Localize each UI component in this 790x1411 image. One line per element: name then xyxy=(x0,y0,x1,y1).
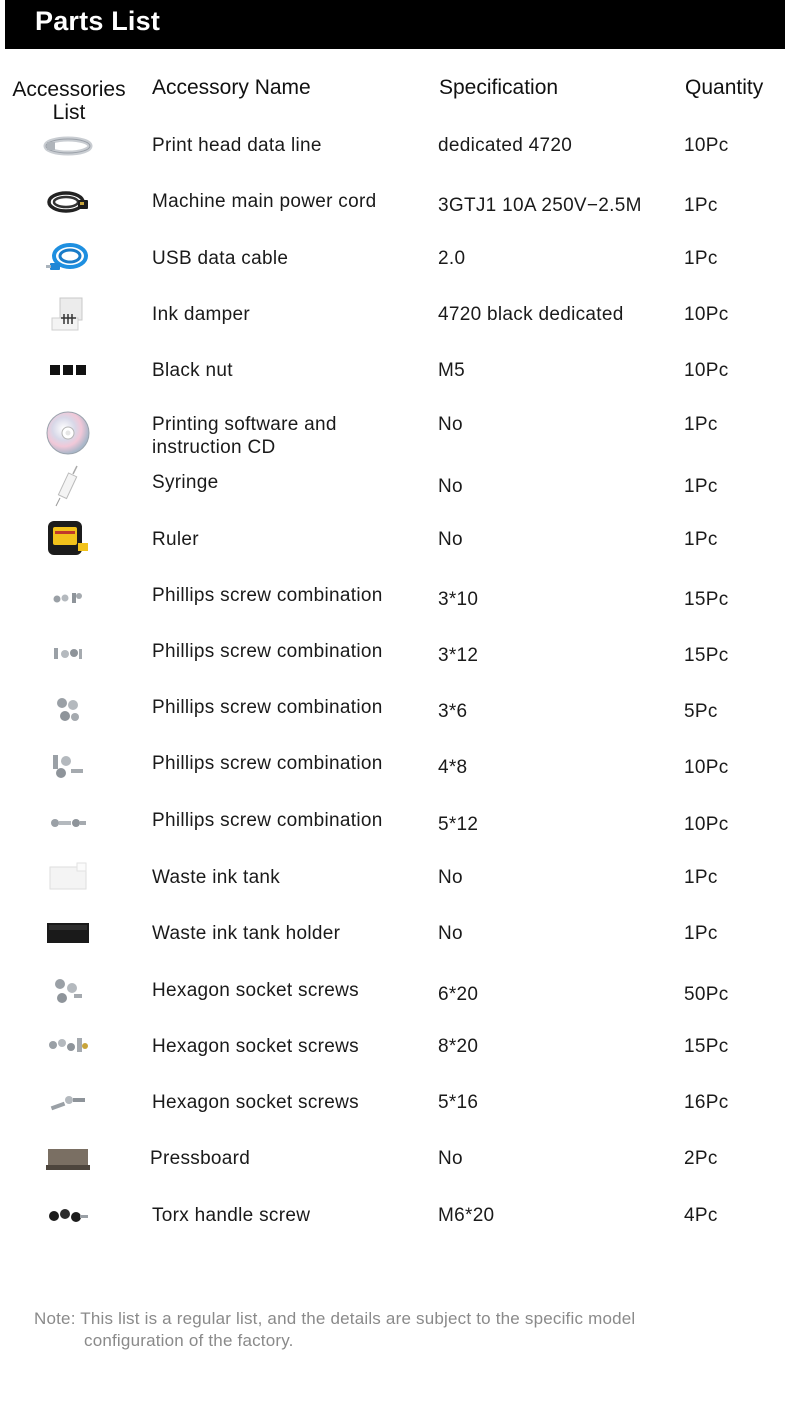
quantity: 15Pc xyxy=(684,1036,729,1057)
specification: No xyxy=(438,414,463,435)
specification: 2.0 xyxy=(438,248,466,269)
specification: 5*16 xyxy=(438,1092,479,1113)
quantity: 10Pc xyxy=(684,135,729,156)
hex-screw-icon xyxy=(38,963,98,1019)
table-row xyxy=(0,963,790,1019)
specification: 3*12 xyxy=(438,645,479,666)
table-row xyxy=(0,1188,790,1244)
hex-screw-icon xyxy=(38,1019,98,1075)
screw-set-icon xyxy=(38,738,98,794)
specification: 3*10 xyxy=(438,589,479,610)
accessory-name: USB data cable xyxy=(152,248,289,269)
accessory-name: Black nut xyxy=(152,360,233,381)
accessory-name: Phillips screw combination xyxy=(152,641,383,662)
specification: dedicated 4720 xyxy=(438,135,573,156)
accessory-name: Hexagon socket screws xyxy=(152,980,359,1001)
usb-cable-icon xyxy=(38,230,98,286)
accessory-name: Ink damper xyxy=(152,304,251,325)
quantity: 1Pc xyxy=(684,529,718,550)
column-header-specification: Specification xyxy=(439,76,559,99)
table-row xyxy=(0,626,790,682)
accessory-name: Machine main power cord xyxy=(152,191,377,212)
table-row xyxy=(0,118,790,174)
quantity: 10Pc xyxy=(684,360,729,381)
table-row xyxy=(0,398,790,458)
ink-damper-icon xyxy=(38,286,98,342)
footnote xyxy=(34,1308,754,1352)
footnote-line: Note: This list is a regular list, and the details are subject to the specific model xyxy=(34,1309,636,1328)
hex-screw-icon xyxy=(38,1075,98,1131)
specification: No xyxy=(438,1148,463,1169)
specification: 4*8 xyxy=(438,757,468,778)
column-header-accessory-name: Accessory Name xyxy=(152,76,311,99)
quantity: 16Pc xyxy=(684,1092,729,1113)
table-row xyxy=(0,511,790,567)
power-cord-icon xyxy=(38,174,98,230)
quantity: 1Pc xyxy=(684,476,718,497)
table-row xyxy=(0,738,790,794)
table-row xyxy=(0,458,790,514)
accessory-name: Phillips screw combination xyxy=(152,753,383,774)
column-header-accessories-list: Accessories List xyxy=(12,78,126,124)
table-row xyxy=(0,905,790,961)
table-row xyxy=(0,342,790,398)
specification: 6*20 xyxy=(438,984,479,1005)
black-nut-icon xyxy=(38,342,98,398)
pressboard-icon xyxy=(38,1131,98,1187)
table-row xyxy=(0,682,790,738)
specification: 4720 black dedicated xyxy=(438,304,624,325)
quantity: 10Pc xyxy=(684,757,729,778)
table-row xyxy=(0,230,790,286)
header-bar xyxy=(5,0,785,49)
accessory-name: Waste ink tank xyxy=(152,867,281,888)
table-row xyxy=(0,849,790,905)
accessory-name: Waste ink tank holder xyxy=(152,923,341,944)
table-row xyxy=(0,1131,790,1187)
screw-set-icon xyxy=(38,682,98,738)
specification: 8*20 xyxy=(438,1036,479,1057)
quantity: 2Pc xyxy=(684,1148,718,1169)
quantity: 15Pc xyxy=(684,645,729,666)
torx-screw-icon xyxy=(38,1188,98,1244)
accessory-name: Torx handle screw xyxy=(152,1205,311,1226)
accessory-name: Ruler xyxy=(152,529,199,550)
page-title: Parts List xyxy=(35,6,161,36)
screw-set-icon xyxy=(38,570,98,626)
quantity: 10Pc xyxy=(684,304,729,325)
accessory-name: Print head data line xyxy=(152,135,322,156)
tank-holder-icon xyxy=(38,905,98,961)
accessory-name: Hexagon socket screws xyxy=(152,1092,359,1113)
table-row xyxy=(0,174,790,230)
tape-measure-icon xyxy=(38,511,98,567)
specification: M6*20 xyxy=(438,1205,495,1226)
specification: 3*6 xyxy=(438,701,468,722)
cable-ribbon-icon xyxy=(38,118,98,174)
accessory-name: Phillips screw combination xyxy=(152,585,383,606)
syringe-icon xyxy=(38,458,98,514)
quantity: 5Pc xyxy=(684,701,718,722)
accessory-name: Hexagon socket screws xyxy=(152,1036,359,1057)
quantity: 15Pc xyxy=(684,589,729,610)
quantity: 50Pc xyxy=(684,984,729,1005)
table-row xyxy=(0,1075,790,1131)
table-row xyxy=(0,570,790,626)
screw-set-icon xyxy=(38,795,98,851)
accessory-name: Phillips screw combination xyxy=(152,697,383,718)
specification: No xyxy=(438,476,463,497)
quantity: 1Pc xyxy=(684,195,718,216)
specification: M5 xyxy=(438,360,465,381)
quantity: 1Pc xyxy=(684,414,718,435)
quantity: 1Pc xyxy=(684,867,718,888)
specification: No xyxy=(438,529,463,550)
table-row xyxy=(0,1019,790,1075)
column-header-quantity: Quantity xyxy=(685,76,764,99)
table-row xyxy=(0,795,790,851)
quantity: 1Pc xyxy=(684,923,718,944)
footnote-line: configuration of the factory. xyxy=(84,1331,294,1350)
quantity: 1Pc xyxy=(684,248,718,269)
quantity: 4Pc xyxy=(684,1205,718,1226)
accessory-name: Pressboard xyxy=(150,1148,251,1169)
table-row xyxy=(0,286,790,342)
specification: No xyxy=(438,867,463,888)
quantity: 10Pc xyxy=(684,814,729,835)
specification: No xyxy=(438,923,463,944)
screw-set-icon xyxy=(38,626,98,682)
waste-ink-tank-icon xyxy=(38,849,98,905)
specification: 3GTJ1 10A 250V−2.5M xyxy=(438,195,642,216)
accessory-name: Printing software and instruction CD xyxy=(152,414,337,458)
specification: 5*12 xyxy=(438,814,479,835)
accessory-name: Phillips screw combination xyxy=(152,810,383,831)
accessory-name: Syringe xyxy=(152,472,219,493)
